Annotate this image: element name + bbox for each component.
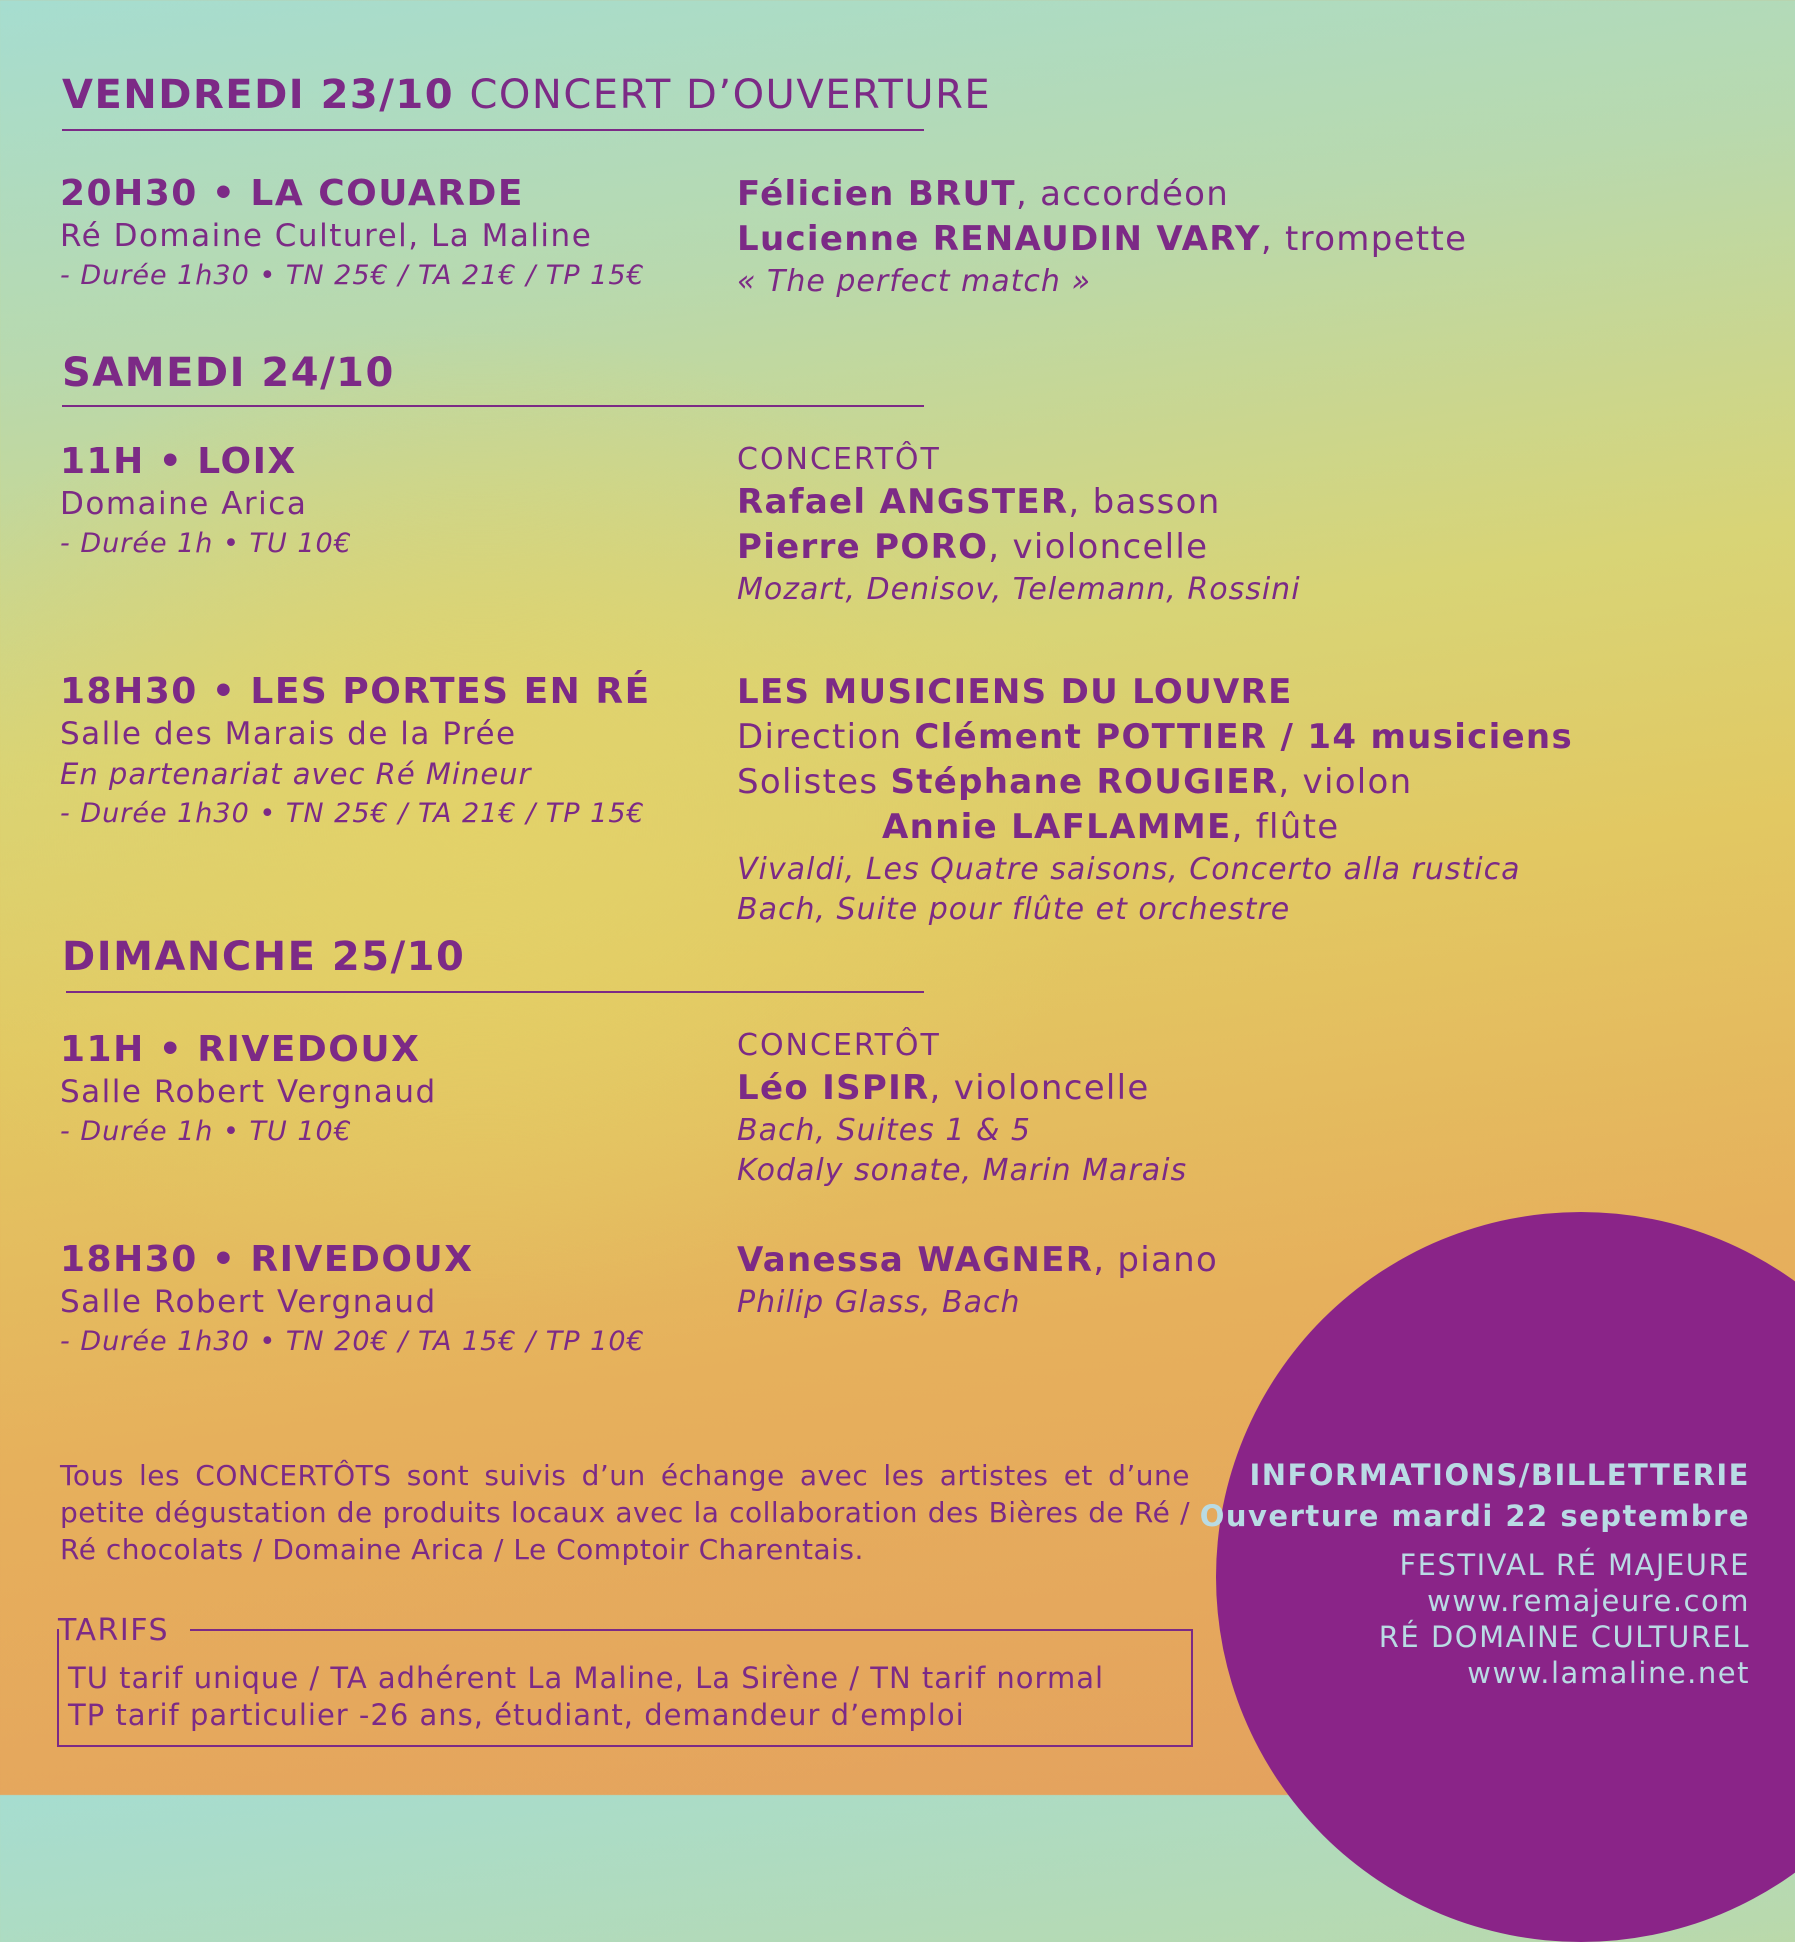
artist-name: Stéphane ROUGIER bbox=[890, 762, 1279, 802]
event-block-artists bbox=[737, 172, 1467, 302]
event-details: - Durée 1h • TU 10€ bbox=[60, 528, 352, 559]
tarif-line: TU tarif unique / TA adhérent La Maline, La Sirène / TN tarif normal bbox=[68, 1661, 1105, 1695]
role-label: Solistes bbox=[737, 762, 891, 802]
event-block-artists bbox=[737, 1026, 1187, 1191]
event-block-artists bbox=[737, 670, 1573, 930]
venue-website-link[interactable]: www.lamaline.net bbox=[1467, 1656, 1750, 1690]
program: Mozart, Denisov, Telemann, Rossini bbox=[737, 572, 1301, 607]
venue-name: RÉ DOMAINE CULTUREL bbox=[1378, 1620, 1750, 1654]
event-time-place: 11H • RIVEDOUX bbox=[60, 1029, 421, 1070]
program: Bach, Suite pour flûte et orchestre bbox=[737, 892, 1291, 927]
event-block-artists bbox=[737, 440, 1301, 610]
tarifs-label: TARIFS bbox=[58, 1613, 169, 1648]
event-venue: Salle Robert Vergnaud bbox=[60, 1074, 437, 1110]
event-block-venue bbox=[60, 1028, 437, 1152]
info-heading: INFORMATIONS/BILLETTERIE bbox=[1249, 1458, 1750, 1492]
artist-name: Léo ISPIR bbox=[737, 1068, 930, 1108]
artist-instrument: , violon bbox=[1278, 762, 1413, 802]
day-date: VENDREDI 23/10 bbox=[62, 72, 455, 118]
event-time-place: 18H30 • RIVEDOUX bbox=[60, 1239, 474, 1280]
event-block-artists bbox=[737, 1238, 1218, 1323]
program: « The perfect match » bbox=[737, 264, 1091, 299]
event-details: - Durée 1h30 • TN 25€ / TA 21€ / TP 15€ bbox=[60, 798, 645, 829]
event-venue: Salle Robert Vergnaud bbox=[60, 1284, 437, 1320]
festival-website-link[interactable]: www.remajeure.com bbox=[1427, 1584, 1750, 1618]
section-divider bbox=[62, 129, 924, 131]
event-details: - Durée 1h30 • TN 25€ / TA 21€ / TP 15€ bbox=[60, 260, 645, 291]
artist-instrument: , violoncelle bbox=[929, 1068, 1150, 1108]
tarif-line: TP tarif particulier -26 ans, étudiant, demandeur d’emploi bbox=[68, 1698, 965, 1732]
section-divider bbox=[62, 405, 924, 407]
concert-type-tag: CONCERTÔT bbox=[737, 1028, 941, 1063]
tarifs-content bbox=[68, 1660, 1104, 1734]
artist-name: Clément POTTIER / 14 musiciens bbox=[914, 717, 1573, 757]
day-date: DIMANCHE 25/10 bbox=[62, 934, 466, 980]
artist-name: Annie LAFLAMME bbox=[882, 807, 1232, 847]
event-venue: Domaine Arica bbox=[60, 486, 308, 522]
event-block-venue bbox=[60, 1238, 645, 1362]
event-time-place: 11H • LOIX bbox=[60, 441, 297, 482]
event-venue: Ré Domaine Culturel, La Maline bbox=[60, 218, 593, 254]
artist-instrument: , basson bbox=[1068, 482, 1221, 522]
festival-name: FESTIVAL RÉ MAJEURE bbox=[1399, 1548, 1750, 1582]
day-date: SAMEDI 24/10 bbox=[62, 350, 395, 396]
artist-name: Pierre PORO bbox=[737, 527, 989, 567]
day-subtitle: CONCERT D’OUVERTURE bbox=[469, 72, 992, 118]
event-block-venue bbox=[60, 172, 645, 296]
info-block bbox=[1200, 1455, 1750, 1691]
event-block-venue bbox=[60, 440, 352, 564]
event-venue: Salle des Marais de la Prée bbox=[60, 716, 517, 752]
event-details: - Durée 1h • TU 10€ bbox=[60, 1116, 352, 1147]
concertot-note: Tous les CONCERTÔTS sont suivis d’un échange avec les artistes et d’une petite dégustation de produits locaux avec la collaboration des Bières de Ré / Ré chocolats / Domaine Arica / Le Comptoir Charentais. bbox=[60, 1459, 1190, 1566]
artist-name: Rafael ANGSTER bbox=[737, 482, 1069, 522]
artist-instrument: , flûte bbox=[1231, 807, 1340, 847]
artist-instrument: , trompette bbox=[1260, 219, 1468, 259]
concert-type-tag: CONCERTÔT bbox=[737, 442, 941, 477]
artist-name: Lucienne RENAUDIN VARY bbox=[737, 219, 1261, 259]
section-divider bbox=[66, 991, 924, 993]
event-time-place: 18H30 • LES PORTES EN RÉ bbox=[60, 671, 651, 712]
program: Kodaly sonate, Marin Marais bbox=[737, 1153, 1188, 1188]
ensemble-name: LES MUSICIENS DU LOUVRE bbox=[737, 672, 1293, 712]
program: Philip Glass, Bach bbox=[737, 1285, 1021, 1320]
artist-instrument: , piano bbox=[1093, 1240, 1219, 1280]
artist-name: Vanessa WAGNER bbox=[737, 1240, 1094, 1280]
program: Bach, Suites 1 & 5 bbox=[737, 1113, 1031, 1148]
program: Vivaldi, Les Quatre saisons, Concerto alla rustica bbox=[737, 852, 1521, 887]
day-heading-friday bbox=[62, 72, 991, 118]
artist-name: Félicien BRUT bbox=[737, 174, 1016, 214]
day-heading-sunday bbox=[62, 934, 465, 980]
event-details: - Durée 1h30 • TN 20€ / TA 15€ / TP 10€ bbox=[60, 1326, 645, 1357]
day-heading-saturday bbox=[62, 350, 395, 396]
artist-instrument: , accordéon bbox=[1015, 174, 1230, 214]
artist-instrument: , violoncelle bbox=[988, 527, 1209, 567]
event-block-venue bbox=[60, 670, 651, 834]
event-time-place: 20H30 • LA COUARDE bbox=[60, 173, 524, 214]
event-partner: En partenariat avec Ré Mineur bbox=[60, 757, 532, 791]
ticketing-opening: Ouverture mardi 22 septembre bbox=[1199, 1499, 1750, 1533]
role-label: Direction bbox=[737, 717, 915, 757]
